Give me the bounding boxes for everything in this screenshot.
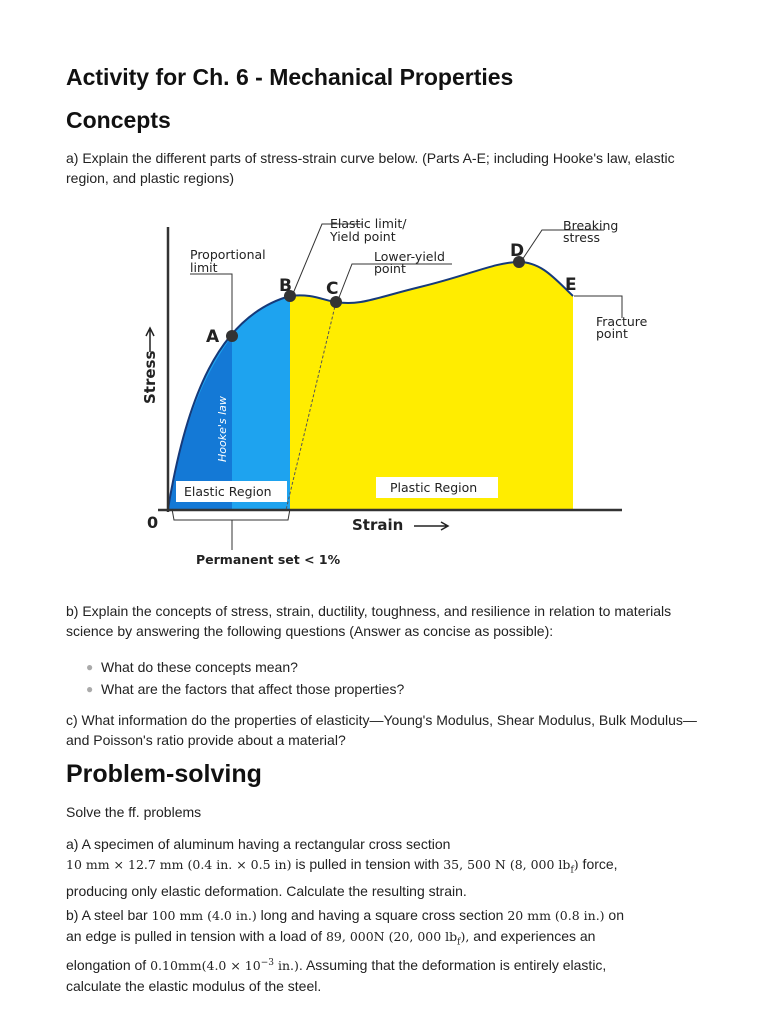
- question-c-text: c) What information do the properties of elasticity—Young's Modulus, Shear Modulus, Bulk Modulus—and Poisson's ratio provide about a material?: [66, 712, 697, 748]
- elastic-limit-label-2: Yield point: [330, 229, 396, 244]
- problems-intro: Solve the ff. problems: [66, 804, 202, 820]
- breaking-stress-label-2: stress: [563, 230, 600, 245]
- question-b-bullets: [86, 656, 404, 700]
- section-heading-concepts: Concepts: [66, 107, 171, 133]
- fracture-point-label-1: Fracture: [596, 314, 648, 329]
- label-C: C: [326, 279, 339, 299]
- problem-b-text: b) A steel bar 100 mm (4.0 in.) long and having a square cross section 20 mm (0.8 in.) on an edge is pulled in tension with a load of 89, 000N (20, 000 $lb_f$), and experiences an elongation of $0.10mm(4.0 \times 10^{-3}$ in.). Assuming that the deformation is entirely elastic, calculate the elastic modulus of the steel.: [66, 907, 625, 994]
- plastic-region-label: Plastic Region: [390, 480, 478, 495]
- label-E: E: [565, 275, 577, 295]
- strain-axis-arrow: [414, 522, 448, 530]
- elastic-region-label: Elastic Region: [184, 484, 272, 499]
- stress-axis-label: Stress: [141, 350, 159, 404]
- breaking-stress-label-1: Breaking: [563, 218, 619, 233]
- lower-yield-label-1: Lower-yield: [374, 249, 445, 264]
- section-heading-problem-solving: Problem-solving: [66, 760, 262, 788]
- page-title: Activity for Ch. 6 - Mechanical Properties: [66, 64, 514, 90]
- stress-strain-figure: [66, 190, 706, 630]
- proportional-limit-label-1: Proportional: [190, 247, 266, 262]
- lower-yield-label-2: point: [374, 261, 406, 276]
- problem-a-text: a) A specimen of aluminum having a rectangular cross section 10 mm × 12.7 mm (0.4 in. × 0.5 in) is pulled in tension with 35, 500 N (8, 000 $lb_f$) force, producing only elastic deformation. Calculate the resulting strain.: [66, 836, 618, 899]
- fracture-point-label-2: point: [596, 326, 628, 341]
- label-B: B: [279, 276, 292, 296]
- stress-axis-arrow: [146, 328, 154, 352]
- label-origin: 0: [147, 513, 159, 532]
- label-A: A: [206, 327, 220, 347]
- hookes-law-label: Hooke's law: [216, 396, 229, 462]
- permanent-set-label: Permanent set < 1%: [196, 552, 341, 567]
- question-b-text: b) Explain the concepts of stress, strain, ductility, toughness, and resilience in relation to materials science by answering the following questions (Answer as concise as possible):: [66, 603, 672, 639]
- proportional-limit-label-2: limit: [190, 260, 218, 275]
- question-a-text: a) Explain the different parts of stress-strain curve below. (Parts A-E; including Hooke's law, elastic region, and plastic regions): [66, 150, 675, 186]
- strain-axis-label: Strain: [352, 516, 404, 534]
- label-D: D: [510, 241, 525, 261]
- list-item: ● What do these concepts mean?: [86, 659, 298, 675]
- list-item: ● What are the factors that affect those properties?: [86, 681, 405, 697]
- elastic-limit-label-1: Elastic limit/: [330, 216, 407, 231]
